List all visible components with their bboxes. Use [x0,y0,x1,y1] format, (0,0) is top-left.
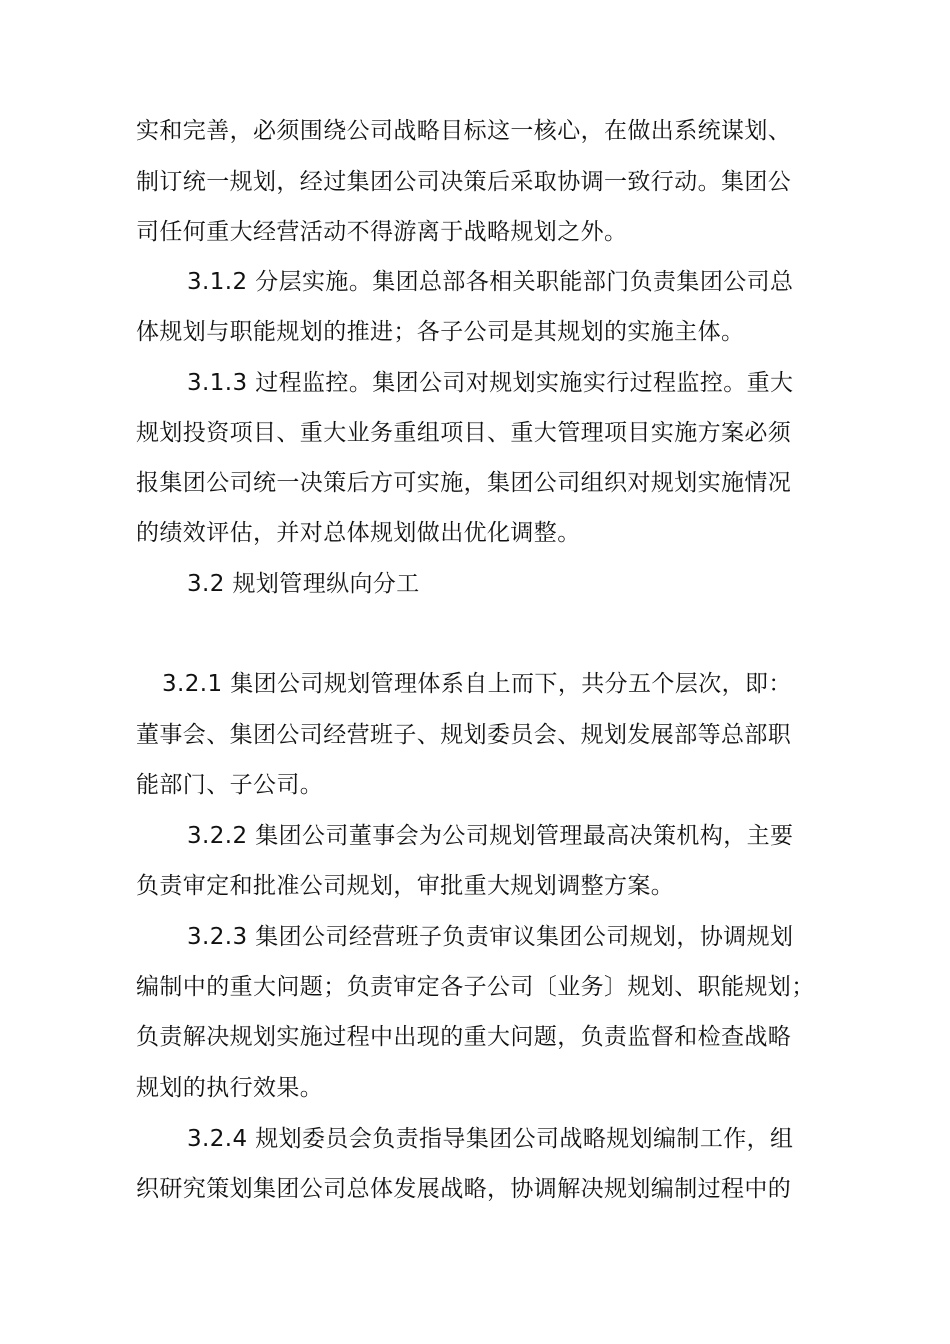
text-line: 规划投资项目、重大业务重组项目、重大管理项目实施方案必须 [136,420,792,446]
text-line: 报集团公司统一决策后方可实施，集团公司组织对规划实施情况 [136,470,792,496]
text-line: 实和完善，必须围绕公司战略目标这一核心，在做出系统谋划、 [136,118,792,144]
text-line: 编制中的重大问题；负责审定各子公司〔业务〕规划、职能规划； [136,974,815,1000]
text-line: 的绩效评估，并对总体规划做出优化调整。 [136,520,581,546]
text-line: 能部门、子公司。 [136,772,324,798]
text-line: 负责审定和批准公司规划，审批重大规划调整方案。 [136,873,675,899]
text-line: 体规划与职能规划的推进；各子公司是其规划的实施主体。 [136,319,745,345]
section-heading: 3.2 规划管理纵向分工 [187,571,420,597]
text-line: 制订统一规划，经过集团公司决策后采取协调一致行动。集团公 [136,169,792,195]
text-line: 3.1.2 分层实施。集团总部各相关职能部门负责集团公司总 [187,269,794,295]
text-line: 3.1.3 过程监控。集团公司对规划实施实行过程监控。重大 [187,370,794,396]
text-line: 3.2.3 集团公司经营班子负责审议集团公司规划，协调规划 [187,924,794,950]
text-line: 规划的执行效果。 [136,1075,324,1101]
text-line: 司任何重大经营活动不得游离于战略规划之外。 [136,219,628,245]
text-line: 董事会、集团公司经营班子、规划委员会、规划发展部等总部职 [136,722,792,748]
text-line: 负责解决规划实施过程中出现的重大问题，负责监督和检查战略 [136,1024,792,1050]
text-line: 3.2.2 集团公司董事会为公司规划管理最高决策机构，主要 [187,823,794,849]
text-line: 织研究策划集团公司总体发展战略，协调解决规划编制过程中的 [136,1176,792,1202]
text-line: 3.2.4 规划委员会负责指导集团公司战略规划编制工作，组 [187,1126,794,1152]
text-line: 3.2.1 集团公司规划管理体系自上而下，共分五个层次，即： [162,671,792,697]
